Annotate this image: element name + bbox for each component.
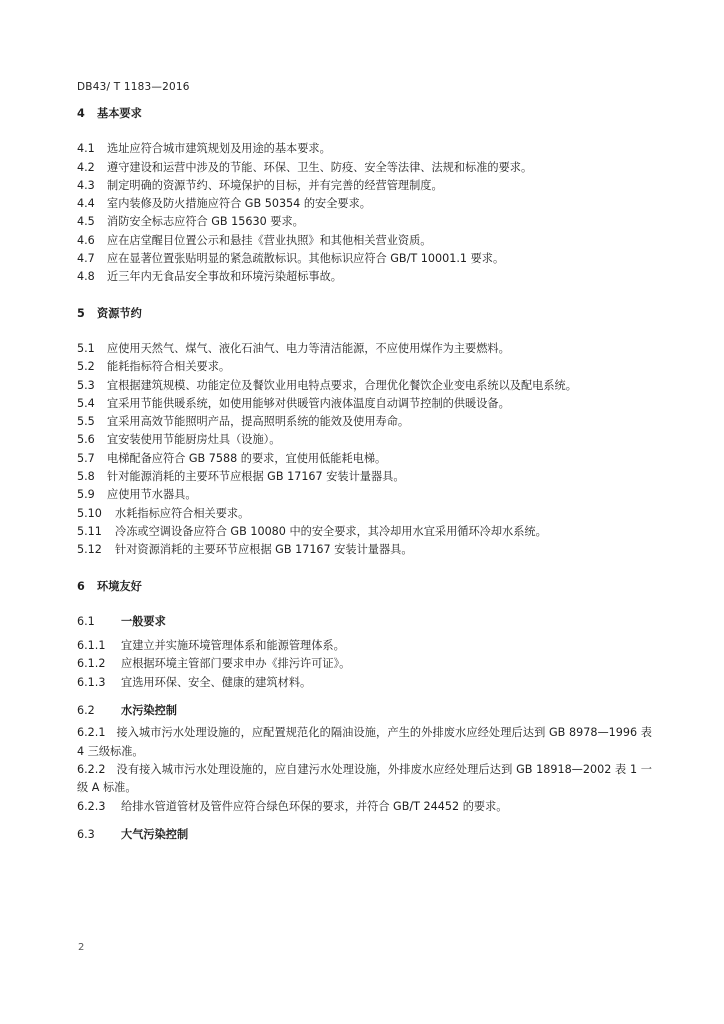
- list-item: 5.3 宜根据建筑规模、功能定位及餐饮业用电特点要求，合理优化餐饮企业变电系统以及配电系统。: [77, 378, 577, 392]
- section-4-list: [77, 140, 652, 286]
- list-item: 5.12 针对资源消耗的主要环节应根据 GB 17167 安装计量器具。: [77, 543, 413, 557]
- list-item: 6.1.3 宜选用环保、安全、健康的建筑材料。: [77, 675, 312, 689]
- list-item: 6.2.3 给排水管道管材及管件应符合绿色环保的要求，并符合 GB/T 24452 的要求。: [77, 799, 508, 813]
- list-item: 5.4 宜采用节能供暖系统，如使用能够对供暖管内液体温度自动调节控制的供暖设备。: [77, 396, 510, 410]
- list-item: 4.1 选址应符合城市建筑规划及用途的基本要求。: [77, 142, 331, 156]
- list-item: 5.11 冷冻或空调设备应符合 GB 10080 中的安全要求，其冷却用水宜采用循环冷却水系统。: [77, 524, 547, 538]
- list-item: 4.3 制定明确的资源节约、环境保护的目标，并有完善的经营管理制度。: [77, 178, 443, 192]
- list-item: 5.2 能耗指标符合相关要求。: [77, 360, 231, 374]
- section-6-1-heading: 6.1 一般要求: [77, 614, 166, 628]
- section-6-1-list: [77, 637, 652, 692]
- list-item: 4.2 遵守建设和运营中涉及的节能、环保、卫生、防疫、安全等法律、法规和标准的要求。: [77, 160, 533, 174]
- list-item: 5.7 电梯配备应符合 GB 7588 的要求，宜使用低能耗电梯。: [77, 451, 387, 465]
- list-item: 4.4 室内装修及防火措施应符合 GB 50354 的安全要求。: [77, 197, 371, 211]
- section-6-3-heading: 6.3 大气污染控制: [77, 827, 189, 841]
- document-body: [77, 101, 652, 848]
- list-item: 4.8 近三年内无食品安全事故和环境污染超标事故。: [77, 270, 342, 284]
- list-item: 6.2.1 接入城市污水处理设施的，应配置规范化的隔油设施，产生的外排废水应经处理后达到 GB 8978—1996 表 4 三级标准。: [77, 726, 652, 758]
- list-item: 6.1.2 应根据环境主管部门要求申办《排污许可证》。: [77, 657, 351, 671]
- list-item: 6.1.1 宜建立并实施环境管理体系和能源管理体系。: [77, 639, 345, 653]
- section-6-heading: 6 环境友好: [77, 579, 142, 593]
- page-number: 2: [78, 942, 85, 953]
- list-item: 5.8 针对能源消耗的主要环节应根据 GB 17167 安装计量器具。: [77, 470, 405, 484]
- section-6-2-heading: 6.2 水污染控制: [77, 704, 177, 718]
- list-item: 6.2.2 没有接入城市污水处理设施的，应自建污水处理设施，外排废水应经处理后达到 GB 18918—2002 表 1 一级 A 标准。: [77, 762, 652, 795]
- list-item: 5.6 宜安装使用节能厨房灶具（设施）。: [77, 433, 281, 447]
- list-item: 5.10 水耗指标应符合相关要求。: [77, 506, 250, 520]
- section-6-2-list: [77, 724, 652, 815]
- list-item: 5.5 宜采用高效节能照明产品，提高照明系统的能效及使用寿命。: [77, 415, 410, 429]
- section-5-heading: 5 资源节约: [77, 306, 142, 320]
- section-4-heading: 4 基本要求: [77, 107, 142, 120]
- list-item: 4.7 应在显著位置张贴明显的紧急疏散标识。其他标识应符合 GB/T 10001.1 要求。: [77, 252, 505, 266]
- list-item: 4.6 应在店堂醒目位置公示和悬挂《营业执照》和其他相关营业资质。: [77, 233, 432, 247]
- list-item: 5.9 应使用节水器具。: [77, 488, 197, 502]
- list-item: 4.5 消防安全标志应符合 GB 15630 要求。: [77, 215, 304, 229]
- section-5-list: [77, 340, 652, 560]
- list-item: 5.1 应使用天然气、煤气、液化石油气、电力等清洁能源，不应使用煤作为主要燃料。: [77, 341, 510, 355]
- document-header: DB43/ T 1183—2016: [77, 81, 190, 93]
